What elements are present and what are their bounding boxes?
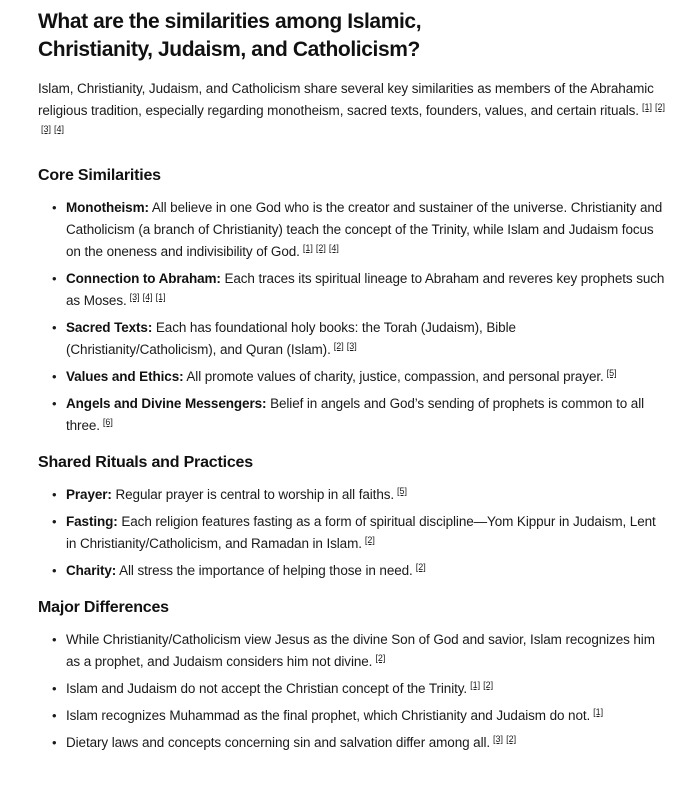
bullet-icon: • — [52, 271, 57, 286]
list-item: • Dietary laws and concepts concerning sin and salvation differ among all. [3] [2] — [66, 732, 668, 754]
list-item: • Connection to Abraham: Each traces its spiritual lineage to Abraham and reveres key prophets such as Moses. [3] [4] [1] — [66, 268, 668, 312]
bullet-icon: • — [52, 514, 57, 529]
citation-link[interactable]: [5] — [397, 486, 408, 496]
item-lead: Sacred Texts: — [66, 320, 153, 335]
citation-link[interactable]: [2] — [415, 562, 426, 572]
citation-link[interactable]: [1] — [593, 707, 604, 717]
section-heading: Major Differences — [38, 599, 169, 616]
sections — [38, 166, 668, 754]
bullet-list — [38, 484, 668, 582]
citation-link[interactable]: [3] — [493, 734, 504, 744]
list-item: • Islam recognizes Muhammad as the final prophet, which Christianity and Judaism do not. [1] — [66, 705, 668, 727]
citation-link[interactable]: [1] — [155, 292, 166, 302]
bullet-icon: • — [52, 487, 57, 502]
section-heading: Shared Rituals and Practices — [38, 454, 253, 471]
citation-link[interactable]: [1] — [302, 243, 313, 253]
list-item: • Sacred Texts: Each has foundational holy books: the Torah (Judaism), Bible (Christianity/Catholicism), and Quran (Islam). [2] [3] — [66, 317, 668, 361]
citation-link[interactable]: [1] — [470, 680, 481, 690]
citation-link[interactable]: [2] — [483, 680, 494, 690]
item-lead: Fasting: — [66, 514, 118, 529]
bullet-icon: • — [52, 396, 57, 411]
citation-link[interactable]: [3] — [129, 292, 140, 302]
citation-link[interactable]: [2] — [364, 535, 375, 545]
citation-link[interactable]: [2] — [654, 102, 665, 112]
bullet-icon: • — [52, 369, 57, 384]
item-lead: Values and Ethics: — [66, 369, 184, 384]
citation-link[interactable]: [3] — [346, 341, 357, 351]
citation-link[interactable]: [1] — [641, 102, 652, 112]
citation-link[interactable]: [5] — [606, 368, 617, 378]
bullet-icon: • — [52, 681, 57, 696]
item-lead: Connection to Abraham: — [66, 271, 221, 286]
list-item: • Prayer: Regular prayer is central to worship in all faiths. [5] — [66, 484, 668, 506]
citation-link[interactable]: [6] — [102, 417, 113, 427]
citation-link[interactable]: [4] — [54, 124, 65, 134]
item-lead: Angels and Divine Messengers: — [66, 396, 267, 411]
list-item: • Fasting: Each religion features fasting as a form of spiritual discipline—Yom Kippur in Judaism, Lent in Christianity/Catholicism, and Ramadan in Islam. [2] — [66, 511, 668, 555]
intro-paragraph: Islam, Christianity, Judaism, and Catholicism share several key similarities as members of the Abrahamic religious tradition, especially regarding monotheism, sacred texts, founders, values, and certain rituals. [1] [2][3] [4] — [38, 81, 665, 134]
bullet-icon: • — [52, 735, 57, 750]
citation-link[interactable]: [2] — [333, 341, 344, 351]
citation-link[interactable]: [4] — [328, 243, 339, 253]
list-item: • Islam and Judaism do not accept the Christian concept of the Trinity. [1] [2] — [66, 678, 668, 700]
list-item: • Angels and Divine Messengers: Belief in angels and God’s sending of prophets is common to all three. [6] — [66, 393, 668, 437]
item-lead: Monotheism: — [66, 200, 149, 215]
bullet-icon: • — [52, 200, 57, 215]
citation-link[interactable]: [2] — [506, 734, 517, 744]
page-title: What are the similarities among Islamic, Christianity, Judaism, and Catholicism? — [38, 10, 422, 61]
list-item: • Monotheism: All believe in one God who is the creator and sustainer of the universe. Christianity and Catholicism (a branch of Christianity) teach the concept of the Trinity, while Islam and Judaism focus on the oneness and indivisibility of God. [1] [2] [4] — [66, 197, 668, 263]
bullet-icon: • — [52, 320, 57, 335]
bullet-icon: • — [52, 563, 57, 578]
item-lead: Charity: — [66, 563, 117, 578]
list-item: • While Christianity/Catholicism view Jesus as the divine Son of God and savior, Islam recognizes him as a prophet, and Judaism considers him not divine. [2] — [66, 629, 668, 673]
citation-link[interactable]: [2] — [375, 653, 386, 663]
citation-link[interactable]: [3] — [41, 124, 52, 134]
list-item: • Charity: All stress the importance of helping those in need. [2] — [66, 560, 668, 582]
list-item: • Values and Ethics: All promote values of charity, justice, compassion, and personal prayer. [5] — [66, 366, 668, 388]
bullet-icon: • — [52, 708, 57, 723]
citation-link[interactable]: [4] — [142, 292, 153, 302]
bullet-list — [38, 629, 668, 754]
bullet-icon: • — [52, 632, 57, 647]
bullet-list — [38, 197, 668, 437]
item-lead: Prayer: — [66, 487, 112, 502]
section-heading: Core Similarities — [38, 167, 161, 184]
citation-link[interactable]: [2] — [315, 243, 326, 253]
